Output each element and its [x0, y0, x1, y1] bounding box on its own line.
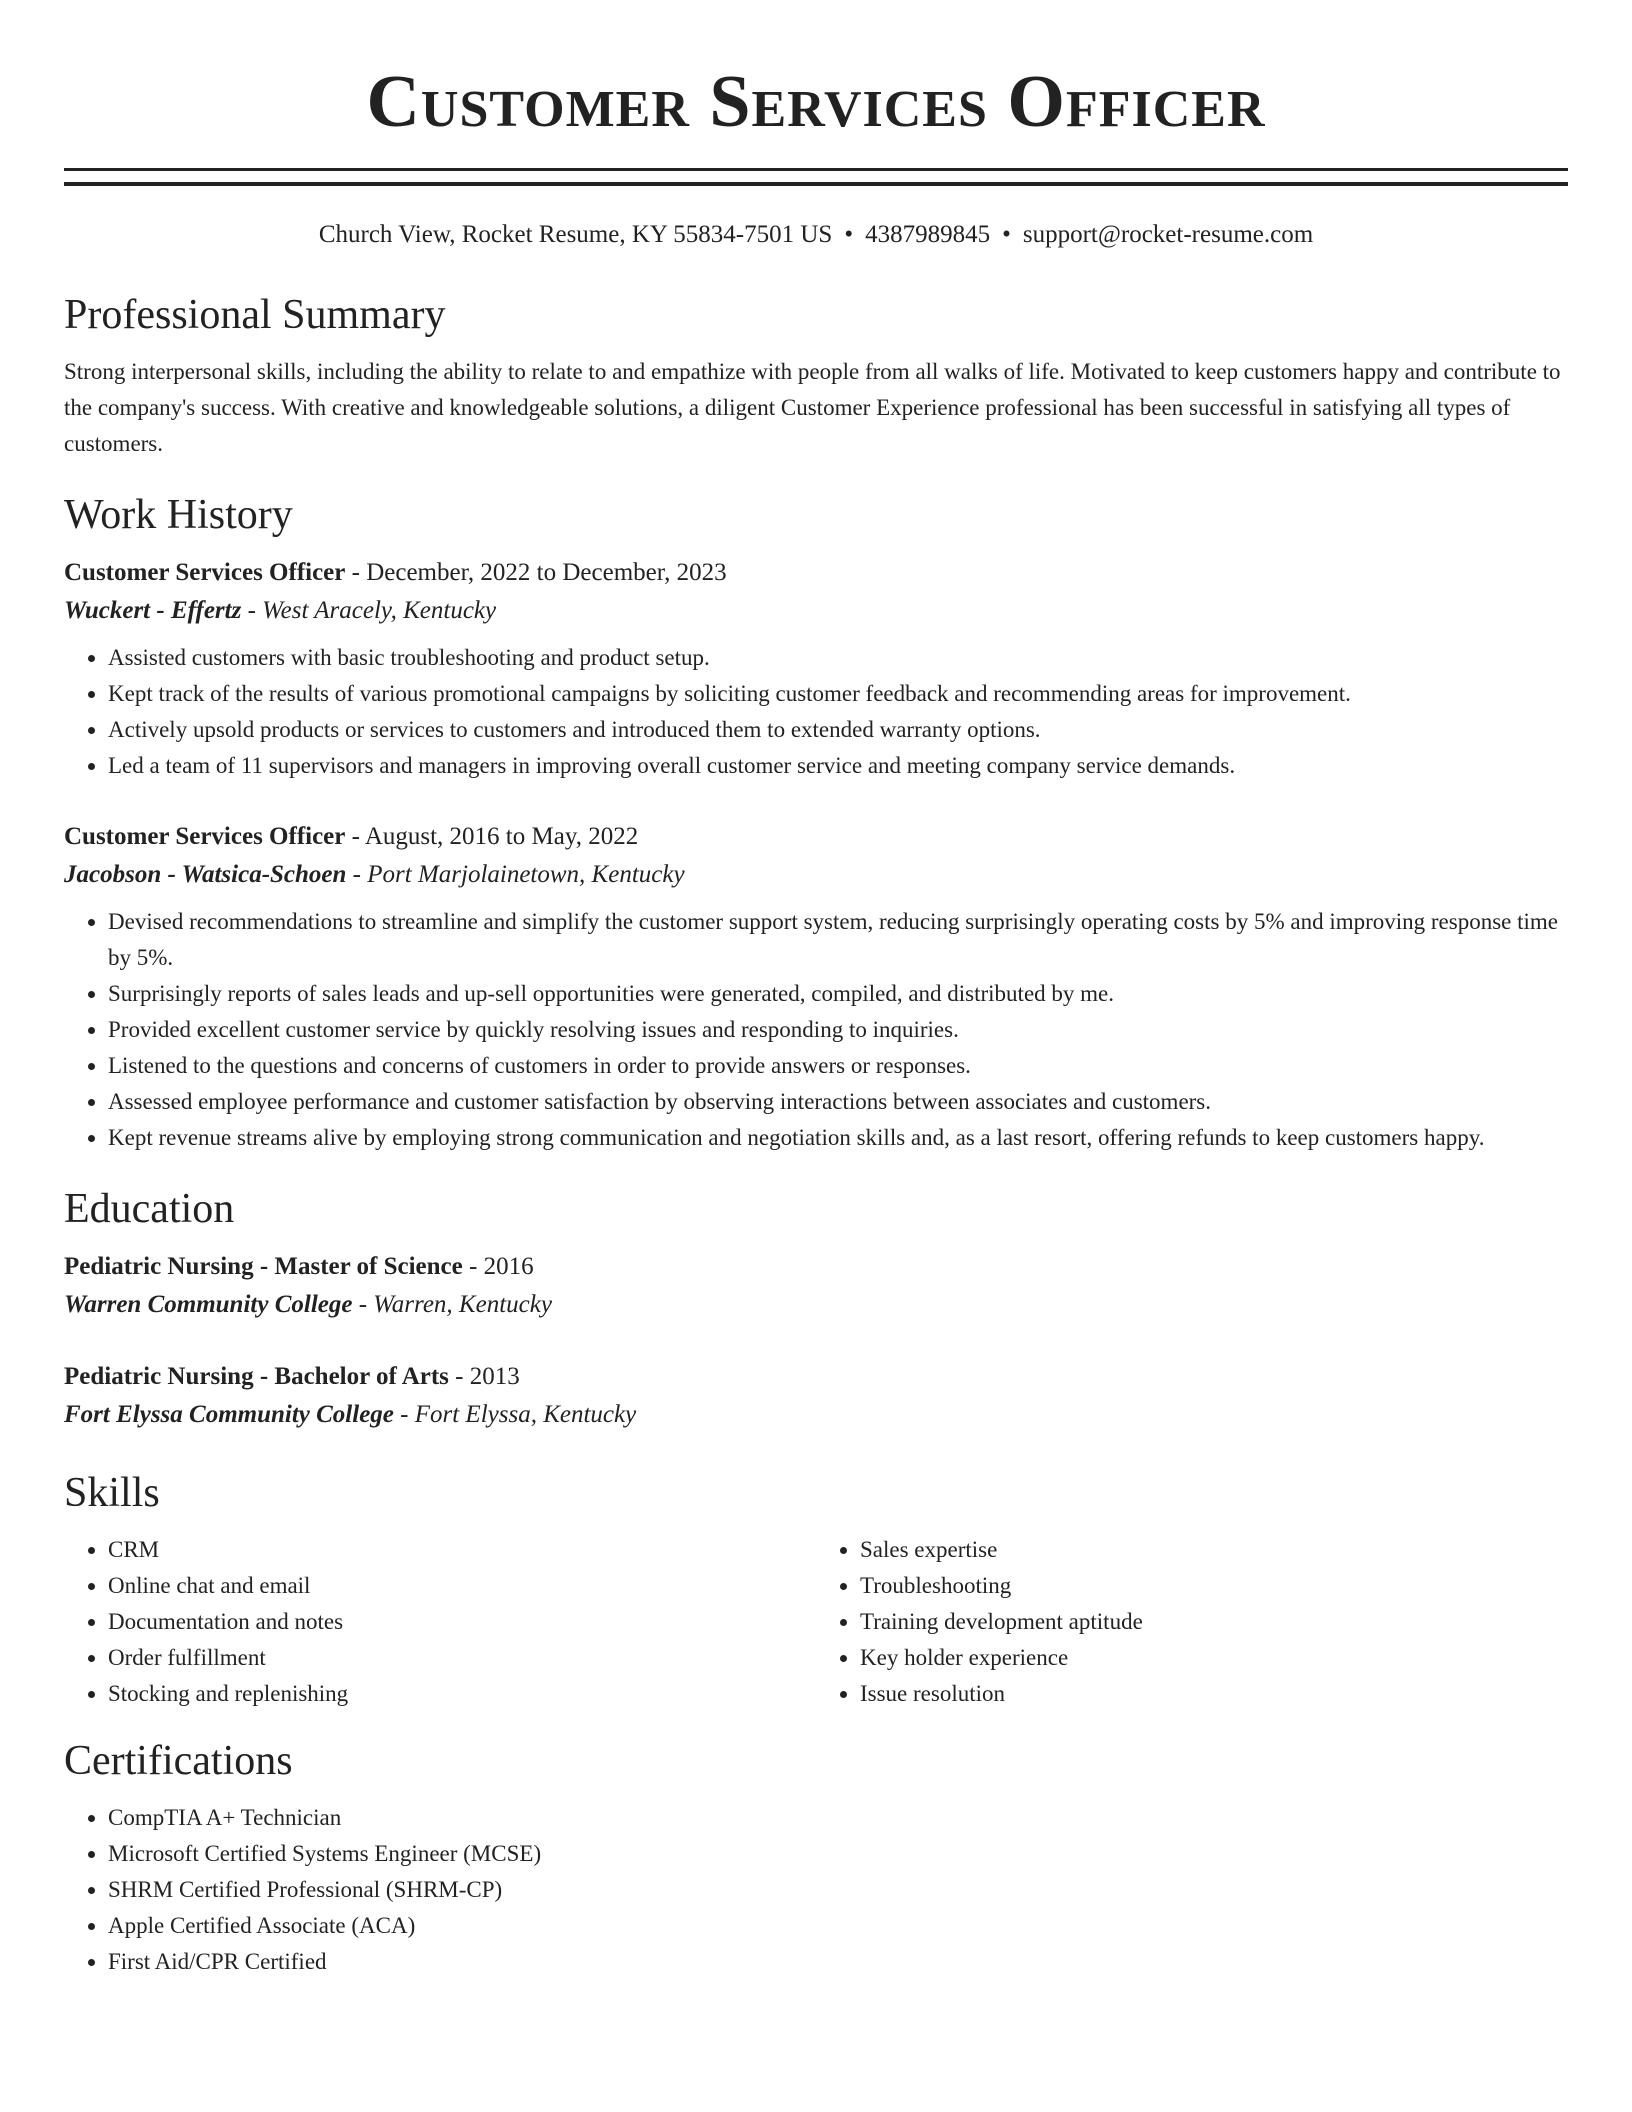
skill-item: • CRM — [108, 1532, 816, 1568]
job-title: Customer Services Officer — [64, 559, 346, 586]
contact-address: Church View, Rocket Resume, KY 55834-7501 US — [318, 221, 833, 248]
section-heading-summary: Professional Summary — [64, 292, 446, 338]
education-school: Warren Community College — [64, 1291, 353, 1318]
skills-list-right — [816, 1532, 1568, 1712]
job-bullet: • Provided excellent customer service by quickly resolving issues and responding to inquiries. — [108, 1012, 1568, 1048]
skill-item: • Order fulfillment — [108, 1640, 816, 1676]
certification-item: • First Aid/CPR Certified — [108, 1944, 1568, 1980]
job-bullet: • Actively upsold products or services to customers and introduced them to extended warranty options. — [108, 712, 1568, 748]
job-header — [64, 554, 1568, 592]
education-header — [64, 1248, 1568, 1286]
job-bullet: • Listened to the questions and concerns of customers in order to provide answers or responses. — [108, 1048, 1568, 1084]
skill-item: • Online chat and email — [108, 1568, 816, 1604]
certification-item: • Microsoft Certified Systems Engineer (MCSE) — [108, 1836, 1568, 1872]
education-school-line — [64, 1286, 1568, 1324]
contact-line — [64, 218, 1568, 252]
education-year: - 2016 — [462, 1253, 534, 1280]
job-employer — [64, 856, 1568, 894]
job-bullet: • Led a team of 11 supervisors and managers in improving overall customer service and meeting company service demands. — [108, 748, 1568, 784]
education-entry — [64, 1358, 1568, 1434]
contact-separator: • — [844, 221, 854, 248]
certifications-list — [64, 1800, 1568, 1980]
job-location: - Port Marjolainetown, Kentucky — [346, 861, 685, 888]
certification-item: • Apple Certified Associate (ACA) — [108, 1908, 1568, 1944]
job-dates: - August, 2016 to May, 2022 — [345, 823, 639, 850]
job-bullet: • Surprisingly reports of sales leads and up-sell opportunities were generated, compiled, and distributed by me. — [108, 976, 1568, 1012]
skill-item: • Sales expertise — [860, 1532, 1568, 1568]
section-heading-certifications: Certifications — [64, 1738, 293, 1784]
skill-item: • Documentation and notes — [108, 1604, 816, 1640]
job-company: Jacobson - Watsica-Schoen — [64, 861, 347, 888]
job-entry — [64, 818, 1568, 1156]
education-school: Fort Elyssa Community College — [64, 1401, 394, 1428]
skill-item: • Troubleshooting — [860, 1568, 1568, 1604]
job-employer — [64, 592, 1568, 630]
skill-item: • Issue resolution — [860, 1676, 1568, 1712]
job-bullet: • Devised recommendations to streamline and simplify the customer support system, reducing surprisingly operating costs by 5% and improving response time by 5%. — [108, 904, 1568, 976]
education-degree: Pediatric Nursing - Master of Science — [64, 1253, 463, 1280]
job-bullets — [64, 640, 1568, 784]
education-location: - Fort Elyssa, Kentucky — [393, 1401, 637, 1428]
job-location: - West Aracely, Kentucky — [241, 597, 497, 624]
title-double-rule — [64, 168, 1568, 186]
education-location: - Warren, Kentucky — [352, 1291, 552, 1318]
skill-item: • Training development aptitude — [860, 1604, 1568, 1640]
job-bullet: • Assisted customers with basic troubleshooting and product setup. — [108, 640, 1568, 676]
education-degree: Pediatric Nursing - Bachelor of Arts — [64, 1363, 449, 1390]
skills-columns — [64, 1532, 1568, 1712]
education-year: - 2013 — [448, 1363, 520, 1390]
job-bullets — [64, 904, 1568, 1156]
skill-item: • Stocking and replenishing — [108, 1676, 816, 1712]
contact-phone[interactable]: 4387989845 — [865, 221, 991, 248]
job-title: Customer Services Officer — [64, 823, 346, 850]
job-bullet: • Kept track of the results of various promotional campaigns by soliciting customer feedback and recommending areas for improvement. — [108, 676, 1568, 712]
section-heading-skills: Skills — [64, 1470, 160, 1516]
job-entry — [64, 554, 1568, 784]
summary-text: Strong interpersonal skills, including the ability to relate to and empathize with people from all walks of life. Motivated to keep customers happy and contribute to the company's success. With creative and knowledgeable solutions, a diligent Customer Experience professional has been successful in satisfying all types of customers. — [64, 359, 1561, 456]
education-entry — [64, 1248, 1568, 1324]
job-header — [64, 818, 1568, 856]
education-header — [64, 1358, 1568, 1396]
skill-item: • Key holder experience — [860, 1640, 1568, 1676]
section-heading-education: Education — [64, 1186, 235, 1232]
education-school-line — [64, 1396, 1568, 1434]
section-heading-work-history: Work History — [64, 492, 293, 538]
certification-item: • SHRM Certified Professional (SHRM-CP) — [108, 1872, 1568, 1908]
resume-title: Customer Services Officer — [366, 61, 1266, 143]
job-company: Wuckert - Effertz — [64, 597, 242, 624]
contact-email[interactable]: support@rocket-resume.com — [1022, 221, 1314, 248]
certification-item: • CompTIA A+ Technician — [108, 1800, 1568, 1836]
job-bullet: • Kept revenue streams alive by employing strong communication and negotiation skills and, as a last resort, offering refunds to keep customers happy. — [108, 1120, 1568, 1156]
skills-list-left — [64, 1532, 816, 1712]
job-bullet: • Assessed employee performance and customer satisfaction by observing interactions between associates and customers. — [108, 1084, 1568, 1120]
job-dates: - December, 2022 to December, 2023 — [345, 559, 727, 586]
contact-separator: • — [1002, 221, 1011, 248]
